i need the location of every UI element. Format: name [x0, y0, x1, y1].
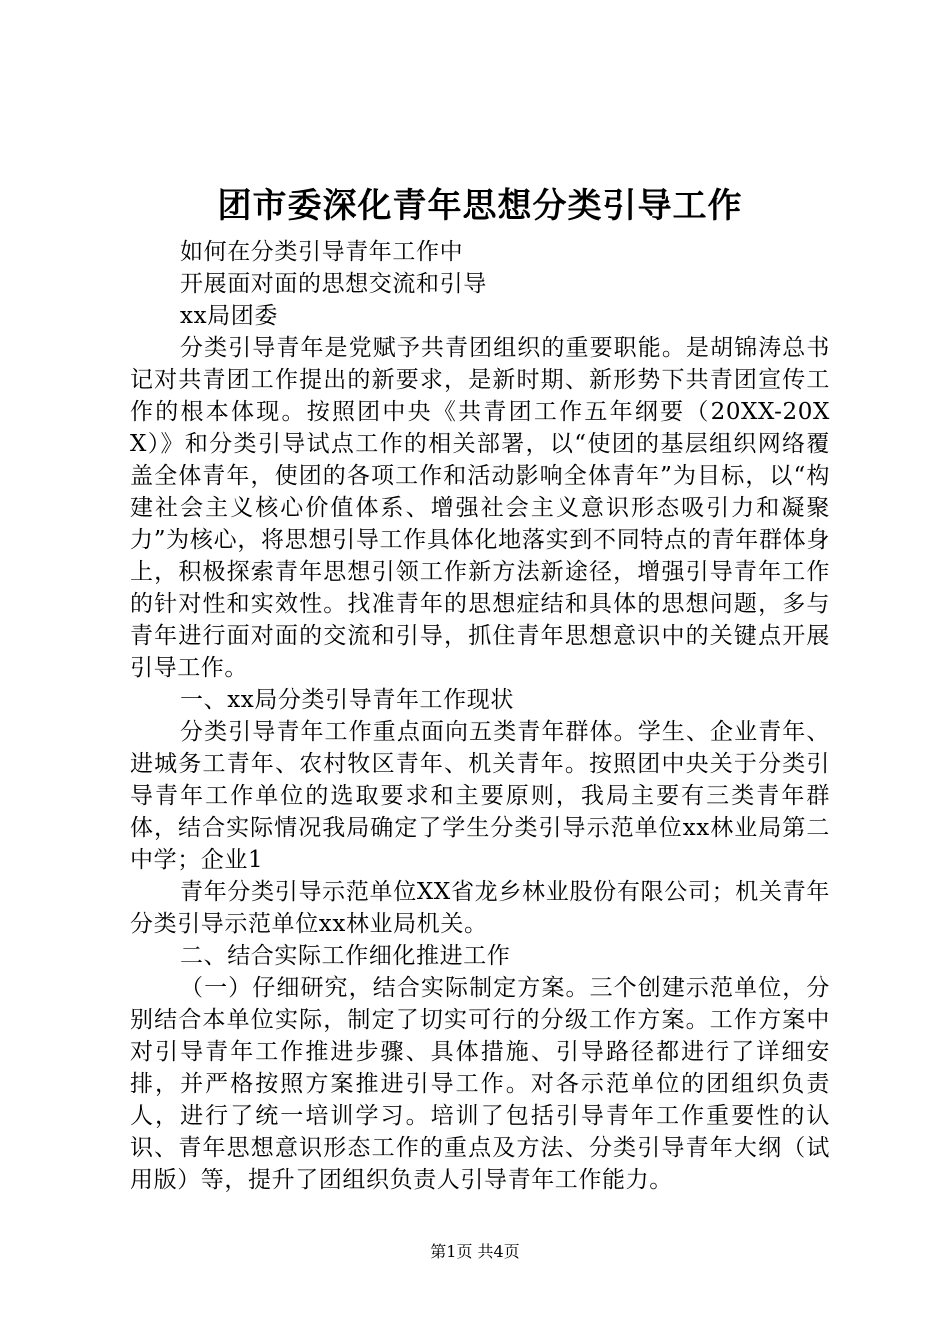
section-heading-1: 一、xx局分类引导青年工作现状 [180, 687, 514, 713]
plan-paragraph: （一）仔细研究，结合实际制定方案。三个创建示范单位，分别结合本单位实际，制定了切实可行的分级工作方案。工作方案中对引导青年工作推进步骤、具体措施、引导路径都进行了详细安排，并严格按照方案推进引导工作。对各示范单位的团组织负责人，进行了统一培训学习。培训了包括引导青年工作重要性的认识、青年思想意识形态工作的重点及方法、分类引导青年大纲（试用版）等，提升了团组织负责人引导青年工作能力。 [130, 975, 830, 1193]
author-line: xx局团委 [180, 303, 278, 329]
page-footer: 第1页 共4页 [430, 1242, 520, 1261]
status-paragraph: 分类引导青年工作重点面向五类青年群体。学生、企业青年、进城务工青年、农村牧区青年、机关青年。按照团中央关于分类引导青年工作单位的选取要求和主要原则，我局主要有三类青年群体，结合实际情况我局确定了学生分类引导示范单位xx林业局第二中学；企业1 [130, 719, 830, 873]
subtitle-line-2: 开展面对面的思想交流和引导 [180, 271, 487, 297]
intro-paragraph: 分类引导青年是党赋予共青团组织的重要职能。是胡锦涛总书记对共青团工作提出的新要求，是新时期、新形势下共青团宣传工作的根本体现。按照团中央《共青团工作五年纲要（20XX-20XX）》和分类引导试点工作的相关部署，以“使团的基层组织网络覆盖全体青年，使团的各项工作和活动影响全体青年”为目标，以“构建社会主义核心价值体系、增强社会主义意识形态吸引力和凝聚力”为核心，将思想引导工作具体化地落实到不同特点的青年群体身上，积极探索青年思想引领工作新方法新途径，增强引导青年工作的针对性和实效性。找准青年的思想症结和具体的思想问题，多与青年进行面对面的交流和引导，抓住青年思想意识中的关键点开展引导工作。 [130, 335, 830, 681]
document-title: 团市委深化青年思想分类引导工作 [217, 186, 743, 226]
document-page [130, 176, 830, 1196]
section-heading-2: 二、结合实际工作细化推进工作 [180, 943, 511, 969]
status-paragraph-continued: 青年分类引导示范单位XX省龙乡林业股份有限公司；机关青年分类引导示范单位xx林业局机关。 [130, 879, 830, 937]
subtitle-line-1: 如何在分类引导青年工作中 [180, 239, 464, 265]
document-body [130, 236, 830, 1196]
